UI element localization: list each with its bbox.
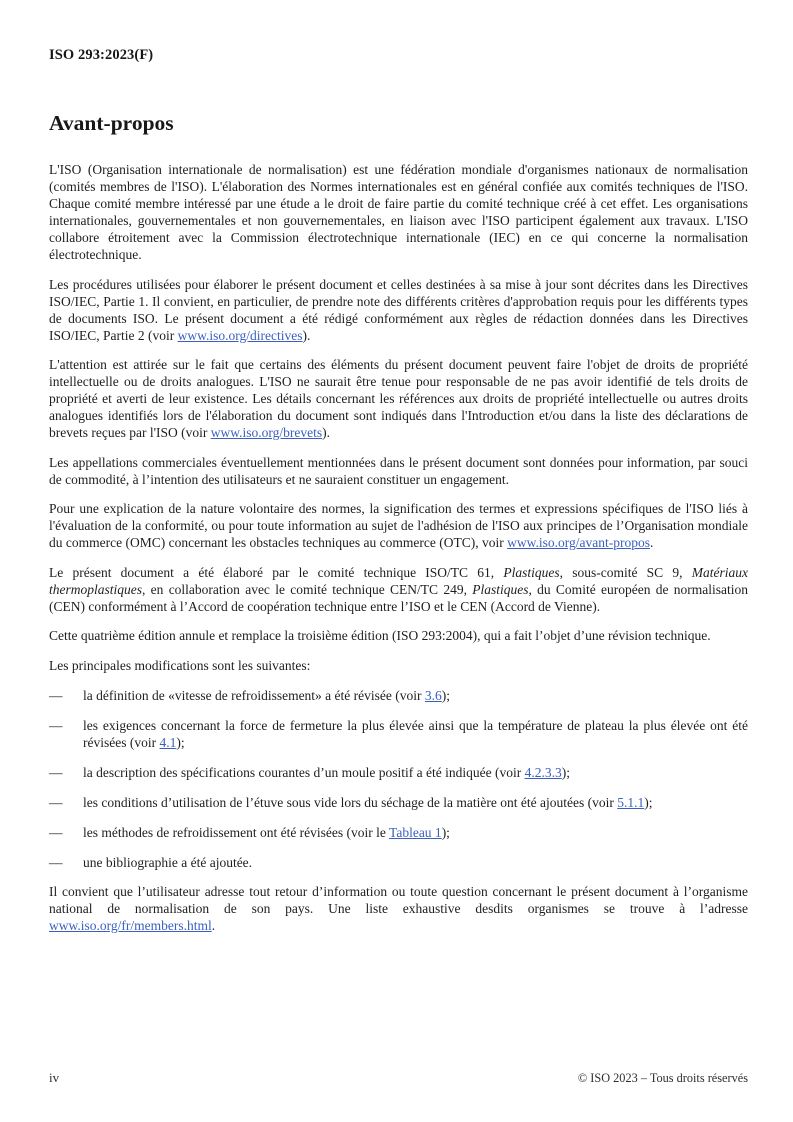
paragraph-trade-names — [49, 454, 748, 488]
inline-link[interactable]: 4.2.3.3 — [524, 764, 562, 780]
list-item-text — [83, 764, 748, 781]
text-run: ); — [441, 687, 451, 703]
inline-link[interactable]: 5.1.1 — [617, 794, 645, 810]
text-run: Il convient que l’utilisateur adresse tout retour d’information ou toute question concernant le présent document à l’organisme national de normalisation de son pays. Une liste exhaustive desdits organismes se trouve à l’adresse — [49, 884, 748, 916]
list-item — [49, 854, 748, 871]
paragraph-edition — [49, 627, 748, 644]
text-run: ). — [302, 327, 311, 343]
text-run: . — [211, 918, 216, 933]
text-run: Le présent document a été élaboré par le comité technique ISO/TC 61, — [49, 564, 504, 580]
page-footer — [49, 1070, 748, 1086]
text-run: ); — [441, 824, 450, 840]
list-dash: — — [49, 687, 63, 703]
text-run: une bibliographie a été ajoutée. — [83, 854, 253, 870]
paragraph-ip-rights — [49, 356, 748, 441]
text-run: ); — [176, 734, 185, 750]
text-run: les conditions d’utilisation de l’étuve sous vide lors du séchage de la matière ont été ajoutées (voir — [83, 794, 618, 810]
text-run: les exigences concernant la force de fermeture la plus élevée ainsi que la température de plateau la plus élevée ont été révisées (voir — [83, 717, 748, 750]
body-text — [49, 161, 748, 934]
list-item-text — [83, 717, 748, 751]
text-run: Pour une explication de la nature volontaire des normes, la signification des termes et expressions spécifiques de l'ISO liés à l'évaluation de la conformité, ou pour toute information au sujet de l'adhésion de l'ISO aux principes de l’Organisation mondiale du commerce (OMC) concernant les obstacles techniques au commerce (OTC), voir — [49, 501, 748, 550]
text-run: ). — [322, 425, 330, 440]
list-item — [49, 717, 748, 751]
list-dash: — — [49, 717, 63, 733]
page-title: Avant-propos — [49, 111, 174, 135]
italic-text: Plastiques — [472, 581, 529, 597]
document-reference: ISO 293:2023(F) — [49, 47, 154, 63]
list-item-text — [83, 687, 748, 704]
italic-text: Plastiques — [503, 564, 560, 580]
list-item — [49, 824, 748, 841]
text-run: ); — [561, 764, 570, 780]
text-run: L'ISO (Organisation internationale de normalisation) est une fédération mondiale d'organismes nationaux de normalisation (comités membres de l'ISO). L'élaboration des Normes internationales est en général confiée aux comités techniques de l'ISO. Chaque comité membre intéressé par une étude a le droit de faire partie du comité technique créé à cet effet. Les organisations internationales, gouvernementales et non gouvernementales, en liaison avec l'ISO participent également aux travaux. L'ISO collabore étroitement avec la Commission électrotechnique internationale (IEC) en ce qui concerne la normalisation électrotechnique. — [49, 162, 748, 262]
list-dash: — — [49, 764, 63, 780]
inline-link[interactable]: www.iso.org/fr/members.html — [49, 918, 212, 933]
text-run: , sous-comité SC 9, — [559, 564, 692, 580]
list-dash: — — [49, 854, 63, 870]
copyright-notice: © ISO 2023 – Tous droits réservés — [577, 1071, 748, 1085]
paragraph-wto-otc — [49, 500, 748, 551]
inline-link[interactable]: 3.6 — [424, 687, 442, 703]
list-intro: Les principales modifications sont les suivantes: — [49, 657, 311, 673]
modifications-list — [49, 687, 748, 871]
text-run: . — [649, 535, 654, 550]
inline-link[interactable]: www.iso.org/brevets — [210, 425, 323, 440]
list-item — [49, 687, 748, 704]
text-run: , en collaboration avec le comité technique CEN/TC 249, — [142, 581, 473, 597]
list-item — [49, 794, 748, 811]
list-item-text — [83, 794, 748, 811]
text-run: Cette quatrième édition annule et remplace la troisième édition (ISO 293:2004), qui a fait l’objet d’une révision technique. — [49, 628, 711, 643]
text-run: la définition de «vitesse de refroidissement» a été révisée (voir — [83, 687, 425, 703]
list-dash: — — [49, 824, 63, 840]
paragraph-feedback — [49, 883, 748, 934]
text-run: la description des spécifications courantes d’un moule positif a été indiquée (voir — [83, 764, 525, 780]
paragraph-procedures — [49, 276, 748, 344]
text-run: ); — [644, 794, 653, 810]
inline-link[interactable]: 4.1 — [159, 734, 177, 750]
list-item-text — [83, 824, 748, 841]
inline-link[interactable]: www.iso.org/avant-propos — [507, 535, 650, 550]
inline-link[interactable]: www.iso.org/directives — [177, 327, 303, 343]
text-run: , du Comité européen de normalisation (CEN) conformément à l’Accord de coopération technique entre l’ISO et le CEN (Accord de Vienne). — [49, 581, 748, 614]
list-item-text — [83, 854, 748, 871]
inline-link[interactable]: Tableau 1 — [389, 824, 442, 840]
paragraph-iso-description — [49, 161, 748, 263]
page-number: iv — [49, 1070, 60, 1085]
text-run: les méthodes de refroidissement ont été révisées (voir le — [83, 824, 390, 840]
italic-text: Matériaux thermoplastiques — [49, 564, 748, 597]
paragraph-committee — [49, 564, 748, 615]
list-item — [49, 764, 748, 781]
text-run: Les appellations commerciales éventuellement mentionnées dans le présent document sont données pour information, par souci de commodité, à l’intention des utilisateurs et ne sauraient constituer un engagement. — [49, 454, 748, 487]
text-run: L'attention est attirée sur le fait que certains des éléments du présent document peuvent faire l'objet de droits de propriété intellectuelle ou de droits analogues. L'ISO ne saurait être tenue pour responsable de ne pas avoir identifié de tels droits de propriété et averti de leur existence. Les détails concernant les références aux droits de propriété intellectuelle ou autres droits analogues identifiés lors de l'élaboration du document sont indiqués dans l'Introduction et/ou dans la liste des déclarations de brevets reçues par l'ISO (voir — [49, 357, 748, 440]
list-dash: — — [49, 794, 63, 810]
text-run: Les procédures utilisées pour élaborer le présent document et celles destinées à sa mise à jour sont décrites dans les Directives ISO/IEC, Partie 1. Il convient, en particulier, de prendre note des différents critères d'approbation requis pour les différents types de documents ISO. Le présent document a été rédigé conformément aux règles de rédaction données dans les Directives ISO/IEC, Partie 2 (voir — [49, 276, 748, 343]
